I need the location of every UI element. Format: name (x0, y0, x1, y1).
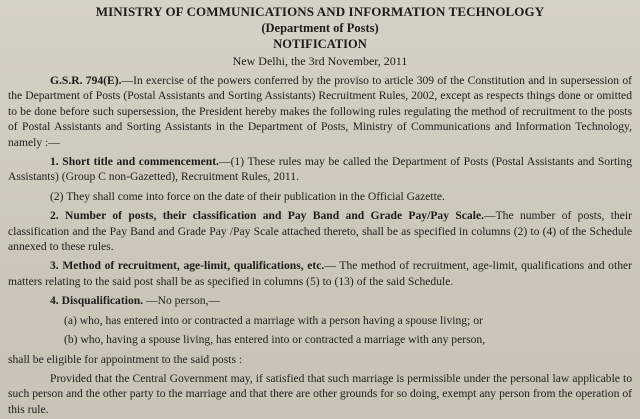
notification-heading: NOTIFICATION (273, 37, 367, 51)
rule-1-heading: 1. Short title and commencement. (50, 155, 219, 169)
rule-2-paragraph (8, 208, 632, 254)
notification-date: New Delhi, the 3rd November, 2011 (232, 54, 408, 68)
rule-1-paragraph (8, 154, 632, 185)
department-title: (Department of Posts) (261, 21, 379, 35)
rule-4-paragraph (8, 293, 632, 308)
rule-2-text: —The number of posts, their classification and the Pay Band and Grade Pay /Pay Scale attached thereto, shall be as specified in columns (2) to (4) of the Schedule annexed to these rules. (8, 209, 632, 254)
rule-4-clause-b: (b) who, having a spouse living, has entered into or contracted a marriage with any person, (64, 333, 486, 347)
rule-4-proviso: Provided that the Central Government may, if satisfied that such marriage is permissible under the personal law applicable to such person and the other party to the marriage and that there are other grounds for so doing, exempt any person from the operation of this rule. (8, 371, 632, 416)
rule-3-paragraph (8, 258, 632, 289)
gsr-reference: G.S.R. 794(E). (50, 74, 122, 87)
rule-3-text: — The method of recruitment, age-limit, qualifications and other matters relating to the said post shall be as specified in columns (5) to (13) of the said Schedule. (8, 259, 632, 288)
rule-4-intro: —No person,— (143, 294, 221, 308)
rule-4-heading: 4. Disqualification. (50, 294, 144, 308)
ministry-title: MINISTRY OF COMMUNICATIONS AND INFORMATION TECHNOLOGY (95, 4, 545, 19)
rule-1-text: —(1) These rules may be called the Department of Posts (Postal Assistants and Sorting Assistants) (Group C non-Gazetted), Recruitment Rules, 2011. (8, 155, 632, 184)
preamble-paragraph (8, 73, 632, 150)
rule-3-heading: 3. Method of recruitment, age-limit, qualifications, etc. (50, 259, 325, 273)
rule-1-2-paragraph: (2) They shall come into force on the date of their publication in the Official Gazette. (50, 189, 445, 203)
rule-4-eligibility: shall be eligible for appointment to the said posts : (8, 352, 243, 366)
rule-4-clause-a: (a) who, has entered into or contracted a marriage with a person having a spouse living; or (64, 313, 483, 327)
preamble-text: —In exercise of the powers conferred by the proviso to article 309 of the Constitution and in supersession of the Department of Posts (Postal Assistants and Sorting Assistants) Recruitment Rules, 2002, except as respects things done or omitted to be done before such supersession, the President hereby makes the following rules regulating the method of recruitment to the posts of Postal Assistants and Sorting Assistants in the Department of Posts, Ministry of Communications and Information Technology, namely :— (8, 74, 632, 149)
rule-2-heading: 2. Number of posts, their classification and Pay Band and Grade Pay/Pay Scale. (50, 209, 484, 223)
